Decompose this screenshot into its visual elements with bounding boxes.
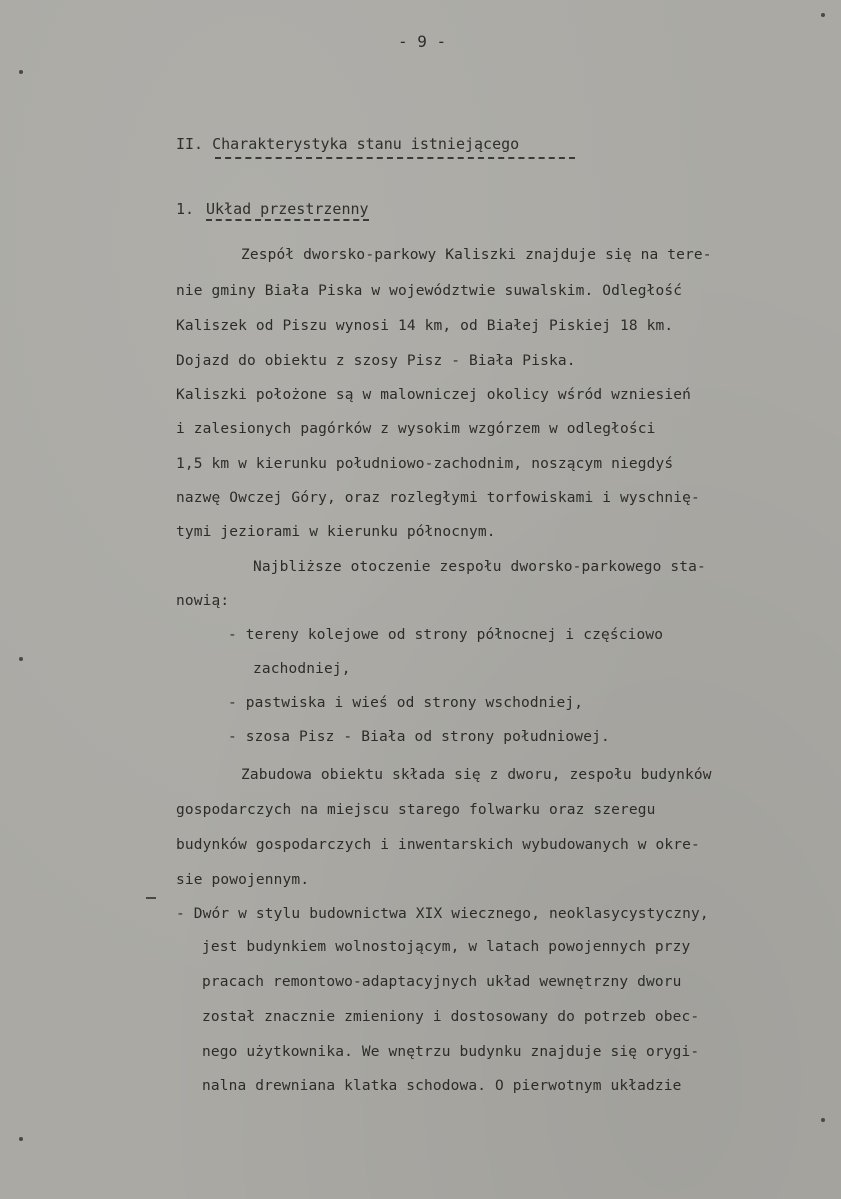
text-line: został znacznie zmieniony i dostosowany do potrzeb obec- [202,1009,700,1025]
text-line: Najbliższe otoczenie zespołu dworsko-parkowego sta- [253,559,706,575]
text-line: Kaliszek od Piszu wynosi 14 km, od Białej Piskiej 18 km. [176,318,674,334]
list-item: - szosa Pisz - Biała od strony południowej. [228,729,610,745]
text-line: nie gminy Biała Piska w województwie suwalskim. Odległość [176,283,683,299]
list-item: - tereny kolejowe od strony północnej i częściowo [228,627,664,643]
text-line: gospodarczych na miejscu starego folwarku oraz szeregu [176,802,656,818]
text-line: Zespół dworsko-parkowy Kaliszki znajduje się na tere- [241,247,712,263]
text-line: nazwę Owczej Góry, oraz rozległymi torfowiskami i wyschnię- [176,490,700,506]
text-line: Kaliszki położone są w malowniczej okolicy wśród wzniesień [176,387,692,403]
text-line: i zalesionych pagórków z wysokim wzgórzem w odległości [176,421,656,437]
text-line: pracach remontowo-adaptacyjnych układ wewnętrzny dworu [202,974,682,990]
text-line: Zabudowa obiektu składa się z dworu, zespołu budynków [241,767,712,783]
text-line: tymi jeziorami w kierunku północnym. [176,524,496,540]
subsection-number: 1. [176,200,195,218]
list-item: - Dwór w stylu budownictwa XIX wiecznego, neoklasycystyczny, [176,906,709,922]
subsection-title: Układ przestrzenny [206,200,369,221]
text-line: jest budynkiem wolnostojącym, w latach powojennych przy [202,939,691,955]
list-item: - pastwiska i wieś od strony wschodniej, [228,695,584,711]
text-line: Dojazd do obiektu z szosy Pisz - Biała Piska. [176,353,576,369]
paper-speck [19,70,23,74]
paper-speck [821,1118,825,1122]
text-line: budynków gospodarczych i inwentarskich wybudowanych w okre- [176,837,700,853]
paper-speck [821,13,825,17]
margin-mark [146,897,156,899]
paper-speck [19,1137,23,1141]
paper-speck [19,657,23,661]
text-line: nego użytkownika. We wnętrzu budynku znajduje się orygi- [202,1044,700,1060]
page-number: - 9 - [398,32,447,51]
text-line: nowią: [176,593,230,609]
text-line: nalna drewniana klatka schodowa. O pierwotnym układzie [202,1078,682,1094]
text-line: zachodniej, [253,661,351,677]
text-line: 1,5 km w kierunku południowo-zachodnim, noszącym niegdyś [176,456,674,472]
title-underline [215,157,575,159]
text-line: sie powojennym. [176,872,310,888]
section-title: II. Charakterystyka stanu istniejącego [176,135,520,153]
